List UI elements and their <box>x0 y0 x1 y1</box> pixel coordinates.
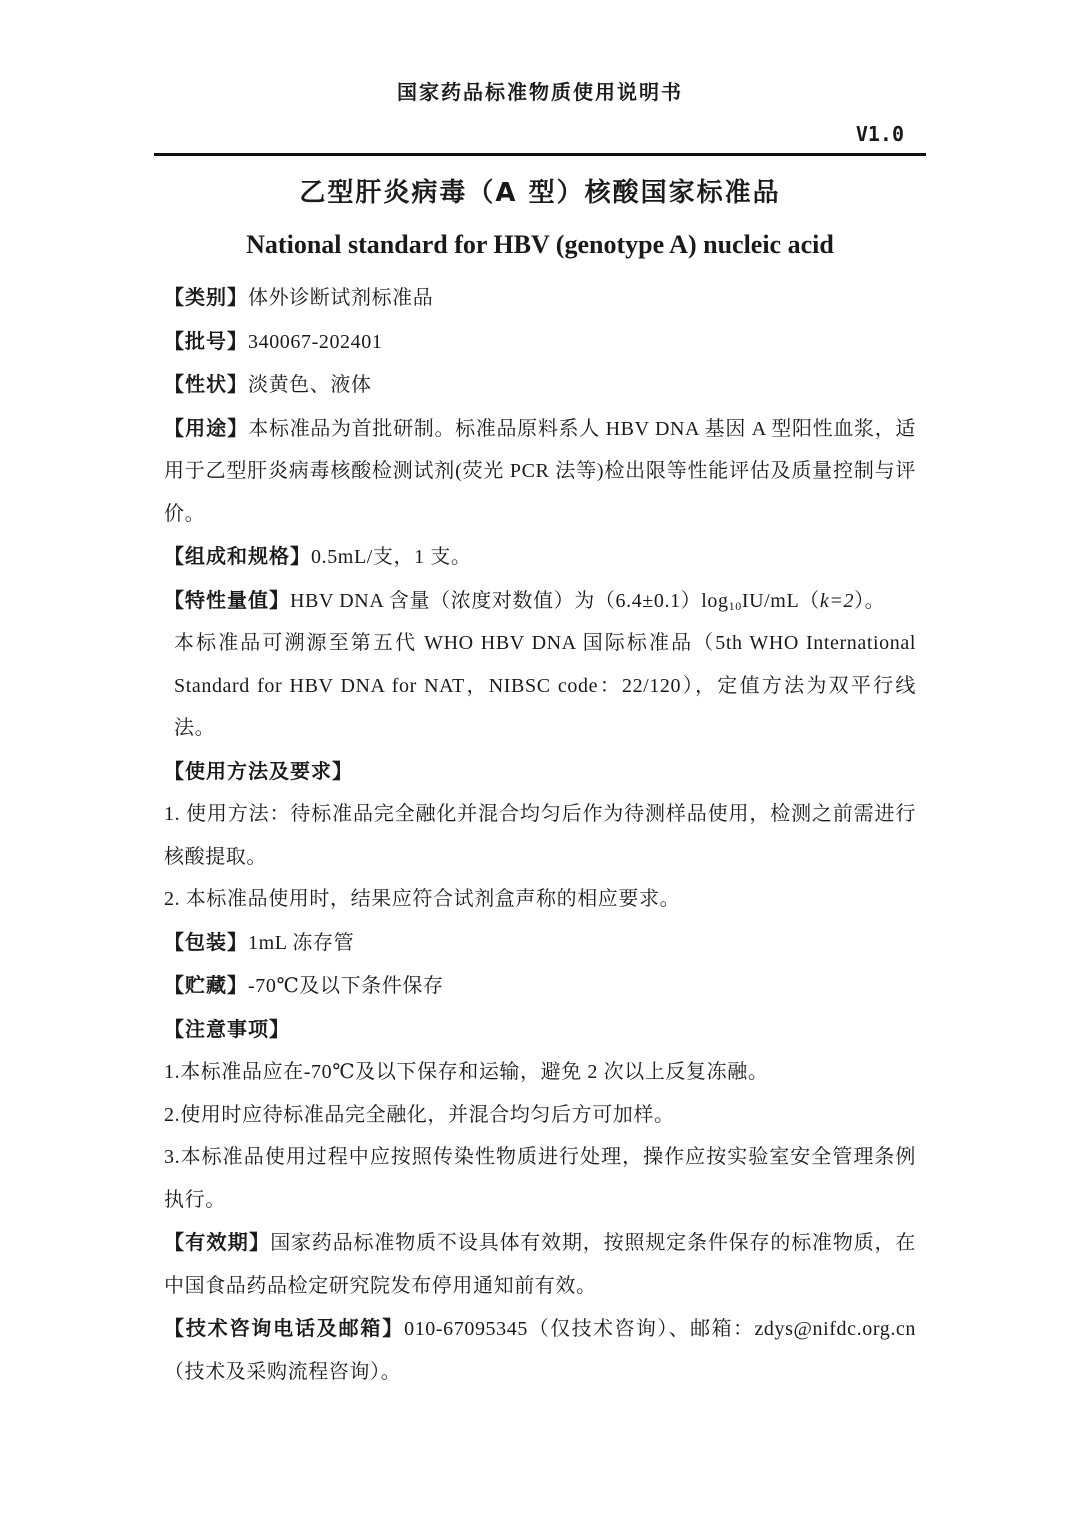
contact-label: 【技术咨询电话及邮箱】 <box>164 1316 405 1340</box>
traceability-text: 本标准品可溯源至第五代 WHO HBV DNA 国际标准品（5th WHO International Standard for HBV DNA for NAT，NIBSC code：22/120），定值方法为双平行线法。 <box>174 632 916 739</box>
instructions-label: 【使用方法及要求】 <box>164 758 353 783</box>
coverage-factor: k=2 <box>819 589 855 612</box>
appearance-row <box>164 363 916 407</box>
batch-row <box>164 320 916 364</box>
validity-value: 国家药品标准物质不设具体有效期，按照规定条件保存的标准物质，在中国食品药品检定研究院发布停用通知前有效。 <box>164 1232 916 1297</box>
category-row <box>164 276 916 320</box>
version-number: V1.0 <box>855 122 904 146</box>
property-value-row <box>164 579 916 623</box>
category-value: 体外诊断试剂标准品 <box>248 287 434 309</box>
category-label: 【类别】 <box>164 285 248 309</box>
validity-label: 【有效期】 <box>164 1230 271 1254</box>
instructions-heading <box>164 750 916 794</box>
batch-label: 【批号】 <box>164 328 248 353</box>
packaging-value: 1mL 冻存管 <box>248 931 355 954</box>
property-value-text: HBV DNA 含量（浓度对数值）为（6.4±0.1）log <box>290 589 729 612</box>
precaution-item: 3.本标准品使用过程中应按照传染性物质进行处理，操作应按实验室安全管理条例执行。 <box>164 1146 916 1211</box>
precautions-heading <box>164 1008 916 1052</box>
contact-value: 010-67095345（仅技术咨询）、邮箱：zdys@nifdc.org.cn（技术及采购流程咨询）。 <box>164 1318 917 1383</box>
document-body <box>164 276 916 1393</box>
precaution-item: 2.使用时应待标准品完全融化，并混合均匀后方可加样。 <box>164 1103 675 1126</box>
batch-value: 340067-202401 <box>248 330 383 353</box>
usage-label: 【用途】 <box>164 415 249 440</box>
precaution-item: 1.本标准品应在-70℃及以下保存和运输，避免 2 次以上反复冻融。 <box>164 1061 769 1083</box>
property-value-label: 【特性量值】 <box>164 587 290 612</box>
property-value-unit: IU/mL（ <box>741 589 820 612</box>
packaging-label: 【包装】 <box>164 929 248 954</box>
precautions-label: 【注意事项】 <box>164 1016 290 1041</box>
composition-value: 0.5mL/支，1 支。 <box>311 546 472 568</box>
title-english: National standard for HBV (genotype A) nucleic acid <box>246 230 834 259</box>
usage-value: 本标准品为首批研制。标准品原料系人 HBV DNA 基因 A 型阳性血浆，适用于乙型肝炎病毒核酸检测试剂(荧光 PCR 法等)检出限等性能评估及质量控制与评价。 <box>164 417 916 525</box>
validity-row <box>164 1221 916 1307</box>
instruction-item: 1. 使用方法：待标准品完全融化并混合均匀后作为待测样品使用，检测之前需进行核酸提取。 <box>164 803 916 868</box>
instruction-item: 2. 本标准品使用时，结果应符合试剂盒声称的相应要求。 <box>164 888 681 910</box>
usage-row <box>164 407 916 536</box>
header-divider <box>154 153 926 156</box>
composition-label: 【组成和规格】 <box>164 544 311 568</box>
packaging-row <box>164 921 916 965</box>
storage-label: 【贮藏】 <box>164 973 248 997</box>
doc-header-title: 国家药品标准物质使用说明书 <box>397 80 683 104</box>
composition-row <box>164 535 916 579</box>
appearance-value: 淡黄色、液体 <box>248 374 372 396</box>
storage-row <box>164 964 916 1008</box>
property-value-end: ）。 <box>854 589 886 612</box>
title-chinese: 乙型肝炎病毒（A 型）核酸国家标准品 <box>299 178 781 208</box>
appearance-label: 【性状】 <box>164 372 248 396</box>
storage-value: -70℃及以下条件保存 <box>248 975 444 997</box>
property-value-subscript: 10 <box>728 598 742 613</box>
contact-row <box>164 1307 916 1393</box>
